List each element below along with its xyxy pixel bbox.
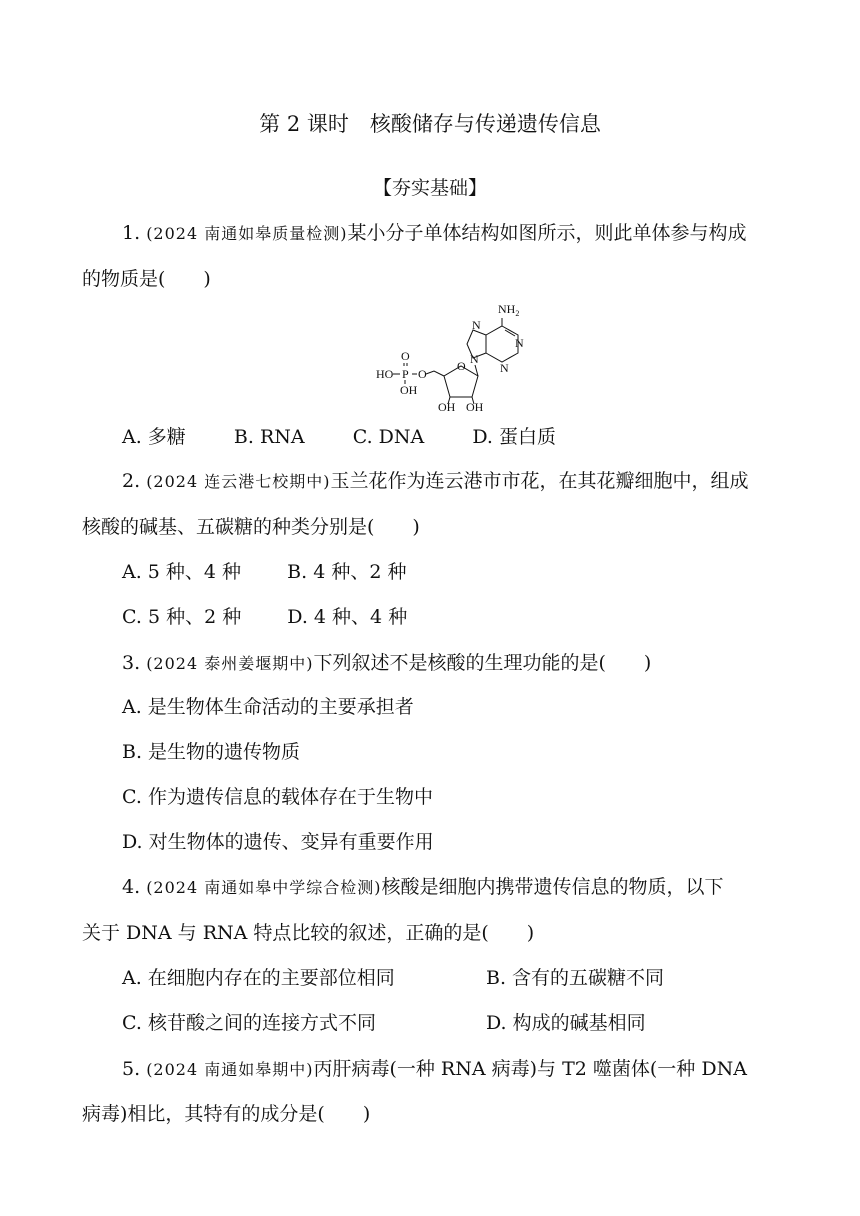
option-d: D. 4 种、4 种: [287, 606, 408, 628]
option-a: A. 5 种、4 种: [122, 561, 242, 583]
question-source: (2024 连云港七校期中): [146, 472, 331, 491]
question-2-line-2: 核酸的碱基、五碳糖的种类分别是( ): [82, 516, 420, 538]
question-number: 3.: [122, 652, 141, 674]
question-number: 1.: [122, 222, 141, 244]
question-number: 5.: [122, 1058, 141, 1080]
hydroxyl-label: OH: [466, 400, 484, 412]
phosphate-hydroxyl-label: OH: [400, 383, 418, 397]
question-stem: 某小分子单体结构如图所示，则此单体参与构成: [347, 222, 747, 244]
question-number: 2.: [122, 470, 141, 492]
option-a: A. 在细胞内存在的主要部位相同: [122, 967, 395, 989]
question-source: (2024 南通如皋期中): [146, 1060, 314, 1079]
question-2-options-row-1: [122, 559, 406, 585]
question-2-options-row-2: [122, 604, 407, 630]
phosphate-hydroxyl-label: HO: [376, 367, 394, 381]
n-label: N: [500, 361, 509, 375]
option-c: C. 5 种、2 种: [122, 606, 242, 628]
section-heading: 【夯实基础】: [372, 177, 487, 199]
option-c: C. 核苷酸之间的连接方式不同: [122, 1012, 376, 1034]
option-c: C. 作为遗传信息的载体存在于生物中: [122, 786, 433, 808]
option-d: D. 构成的碱基相同: [486, 1012, 646, 1034]
question-5-line-1: [122, 1056, 747, 1083]
option-b: B. 含有的五碳糖不同: [486, 967, 665, 989]
n-label: N: [470, 352, 479, 366]
hydroxyl-label: OH: [438, 400, 456, 412]
phosphate-oxygen-label: O: [401, 349, 410, 363]
option-a: A. 是生物体生命活动的主要承担者: [122, 696, 414, 718]
question-4-line-1: [122, 874, 724, 901]
option-b: B. 4 种、2 种: [287, 561, 407, 583]
phosphorus-label: P: [402, 367, 409, 381]
ring-oxygen-label: O: [457, 359, 466, 373]
option-a: A. 多糖: [122, 426, 186, 448]
option-b: B. 是生物的遗传物质: [122, 741, 301, 763]
question-stem: 丙肝病毒(一种 RNA 病毒)与 T2 噬菌体(一种 DNA: [313, 1058, 747, 1080]
question-source: (2024 泰州姜堰期中): [146, 654, 314, 673]
question-number: 4.: [122, 876, 141, 898]
question-2-line-1: [122, 468, 749, 495]
question-5-line-2: 病毒)相比，其特有的成分是( ): [82, 1103, 371, 1125]
purine-six-ring: [486, 326, 518, 362]
option-c: C. DNA: [352, 426, 425, 448]
question-1-options: [122, 424, 556, 450]
question-stem: 核酸是细胞内携带遗传信息的物质，以下: [381, 876, 724, 898]
question-3-line-1: [122, 650, 651, 677]
ester-oxygen-label: O: [418, 367, 427, 381]
question-stem: 玉兰花作为连云港市市花，在其花瓣细胞中，组成: [330, 470, 749, 492]
option-d: D. 蛋白质: [472, 426, 556, 448]
question-1-line-2: 的物质是( ): [82, 268, 211, 290]
ch2-bond: [426, 371, 444, 376]
question-1-line-1: [122, 220, 747, 247]
adenosine-monophosphate-structure: [372, 300, 532, 412]
question-source: (2024 南通如皋质量检测): [146, 224, 348, 243]
question-source: (2024 南通如皋中学综合检测): [146, 878, 382, 897]
n-label: N: [515, 336, 524, 350]
nh2-label: $NH_2$: [498, 302, 520, 318]
question-stem: 下列叙述不是核酸的生理功能的是( ): [313, 652, 652, 674]
page-title: 第 2 课时 核酸储存与传递遗传信息: [259, 112, 601, 136]
n-label: N: [472, 318, 481, 332]
question-4-line-2: 关于 DNA 与 RNA 特点比较的叙述，正确的是( ): [82, 922, 535, 944]
option-b: B. RNA: [233, 426, 305, 448]
option-d: D. 对生物体的遗传、变异有重要作用: [122, 831, 434, 853]
